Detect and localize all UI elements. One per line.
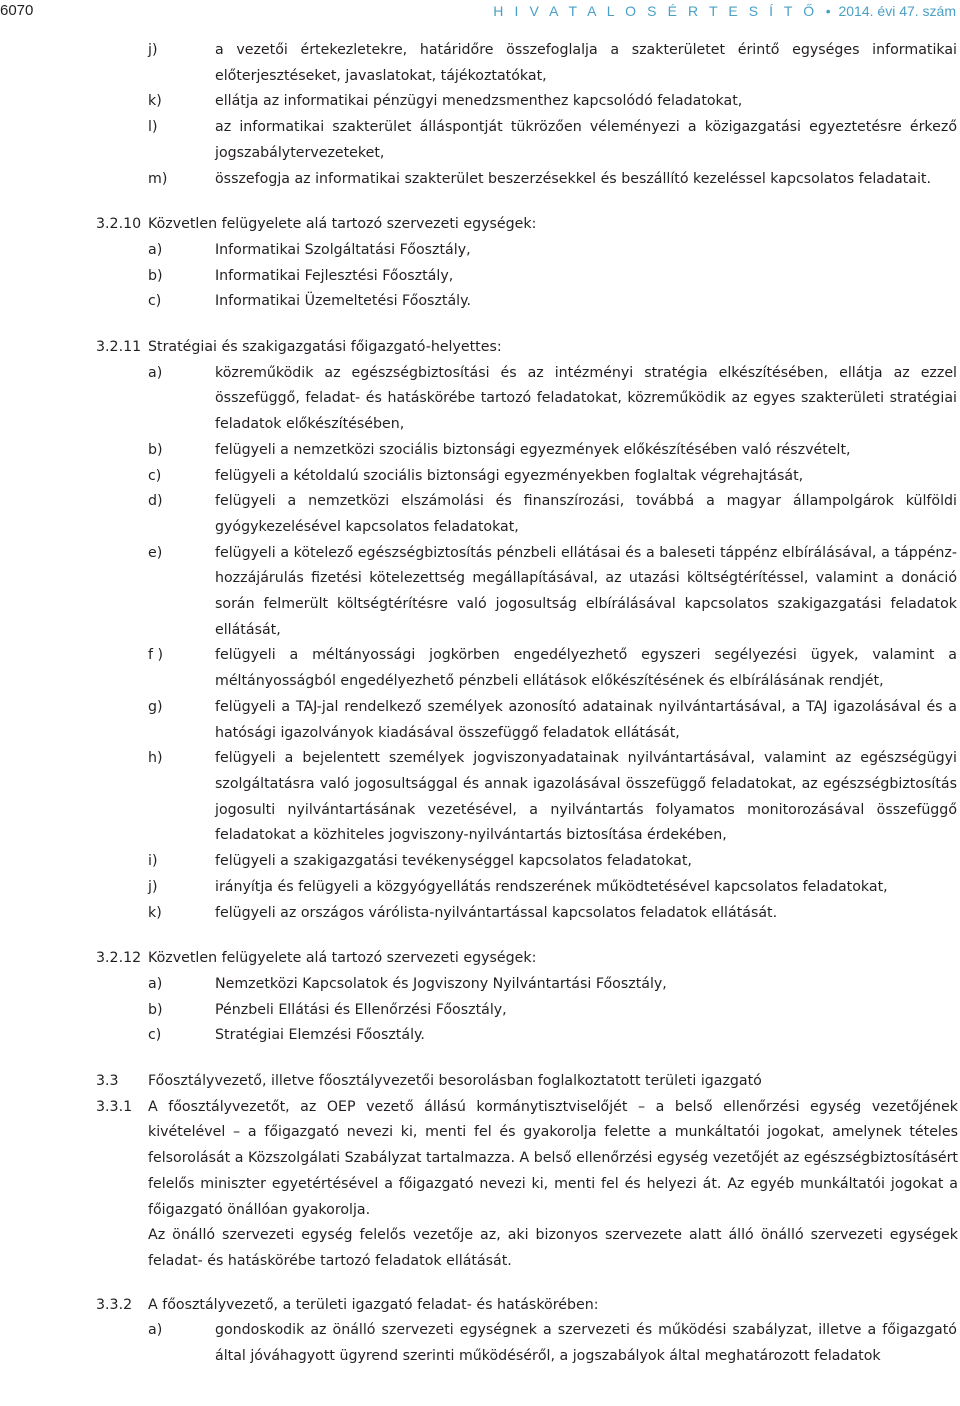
item-text: összefogja az informatikai szakterület beszerzésekkel és beszállító kezeléssel kapcsolatos feladatait. <box>215 170 931 187</box>
item-text: a vezetői értekezletekre, határidőre összefoglalja a szakterületet érintő egységes informatikai előterjesztéseket, javaslatokat, tájékoztatókat, <box>215 42 957 84</box>
list-item <box>0 541 960 644</box>
list-item <box>0 875 960 901</box>
list-item <box>0 167 960 193</box>
list-item <box>0 238 960 264</box>
section-3-2-12 <box>0 946 960 1049</box>
section-number: 3.2.10 <box>96 216 142 233</box>
section-paragraph <box>0 1223 960 1274</box>
item-label: g) <box>148 698 163 715</box>
list-item <box>0 438 960 464</box>
document-body <box>0 38 960 1370</box>
item-label: b) <box>148 441 163 458</box>
list-item <box>0 1318 960 1369</box>
item-text: felügyeli a bejelentett személyek jogviszonyadatainak nyilvántartásával, valamint az egészségügyi szolgáltatásra való jogosultsággal és annak igazolásával összefüggő feladatokat, az egészségbiztosítás jogosulti nyilvántartásának vezetésével, a nyilvántartás folyamatos monitorozásával összefüggő feladatokat a közhiteles jogviszony-nyilvántartás biztosítása érdekében, <box>215 750 957 844</box>
section-heading <box>0 335 960 361</box>
section-paragraph <box>0 1095 960 1224</box>
page-number: 6070 <box>0 2 34 19</box>
section-title: Stratégiai és szakigazgatási főigazgató-helyettes: <box>148 339 502 356</box>
item-label: l) <box>148 119 158 136</box>
item-label: c) <box>148 467 162 484</box>
list-item <box>0 901 960 927</box>
item-label: a) <box>148 975 163 992</box>
item-text: Informatikai Fejlesztési Főosztály, <box>215 267 454 284</box>
item-text: Nemzetközi Kapcsolatok és Jogviszony Nyilvántartási Főosztály, <box>215 975 667 992</box>
item-text: felügyeli a kétoldalú szociális biztonsági egyezményekben foglaltak végrehajtását, <box>215 467 804 484</box>
item-label: f ) <box>148 647 164 664</box>
item-label: c) <box>148 1027 162 1044</box>
item-text: az informatikai szakterület álláspontját tükrözően véleményezi a közigazgatási egyeztetésre érkező jogszabálytervezeteket, <box>215 119 957 161</box>
item-label: k) <box>148 904 162 921</box>
bullet-separator: • <box>825 3 831 19</box>
list-item <box>0 361 960 438</box>
section-3-3 <box>0 1069 960 1095</box>
paragraph-text: A főosztályvezetőt, az OEP vezető állású kormánytisztviselőjét – a belső ellenőrzési egység vezetőjének kivételével – a főigazgató nevezi ki, menti fel és gyakorolja felette a munkáltatói jogokat, amelynek tételes felsorolását a Közszolgálati Szabályzat tartalmazza. A belső ellenőrzési egység vezetőjét az egészségbiztosításért felelős miniszter egyetértésével a főigazgató nevezi ki, menti fel és helyezi át. Az egyéb munkáltatói jogokat a főigazgató önállóan gyakorolja. <box>148 1098 958 1218</box>
issue-number: 2014. évi 47. szám <box>838 3 956 19</box>
item-label: b) <box>148 267 163 284</box>
section-heading <box>0 946 960 972</box>
list-item <box>0 464 960 490</box>
item-text: Informatikai Szolgáltatási Főosztály, <box>215 241 471 258</box>
publication-title: H I V A T A L O S É R T E S Í T Ő <box>493 3 818 19</box>
section-title: Közvetlen felügyelete alá tartozó szervezeti egységek: <box>148 950 537 967</box>
item-text: felügyeli a TAJ-jal rendelkező személyek azonosító adatainak nyilvántartásával, a TAJ igazolásával és a hatósági igazolványok kiadásával összefüggő feladatok ellátását, <box>215 698 957 741</box>
item-label: e) <box>148 544 163 561</box>
item-label: h) <box>148 750 163 767</box>
item-text: ellátja az informatikai pénzügyi menedzsmenthez kapcsolódó feladatokat, <box>215 93 743 110</box>
item-text: felügyeli az országos várólista-nyilvántartással kapcsolatos feladatok ellátását. <box>215 904 778 921</box>
item-text: irányítja és felügyeli a közgyógyellátás rendszerének működtetésével kapcsolatos feladatokat, <box>215 878 888 895</box>
item-label: k) <box>148 93 162 110</box>
list-item <box>0 289 960 315</box>
list-item <box>0 115 960 166</box>
section-number: 3.3 <box>96 1073 119 1090</box>
item-label: i) <box>148 853 158 870</box>
section-3-3-1 <box>0 1095 960 1275</box>
section-3-2-11 <box>0 335 960 926</box>
list-item <box>0 998 960 1024</box>
item-text: közreműködik az egészségbiztosítási és az intézményi stratégia elkészítésében, ellátja az ezzel összefüggő, feladat- és hatáskörébe tartozó feladatokat, közreműködik az egyes szakterületi stratégiai feladatok előkészítésében, <box>215 364 957 433</box>
item-text: felügyeli a nemzetközi elszámolási és finanszírozási, továbbá a magyar állampolgárok külföldi gyógykezelésével kapcsolatos feladatokat, <box>215 493 957 535</box>
item-label: c) <box>148 293 162 310</box>
section-heading <box>0 212 960 238</box>
list-item <box>0 849 960 875</box>
list-item <box>0 972 960 998</box>
continued-list <box>0 38 960 192</box>
section-number: 3.2.12 <box>96 950 142 967</box>
item-text: felügyeli a nemzetközi szociális biztonsági egyezmények előkészítésében való részvételt, <box>215 441 851 458</box>
section-heading <box>0 1293 960 1319</box>
list-item <box>0 38 960 89</box>
item-label: a) <box>148 364 163 381</box>
item-label: b) <box>148 1001 163 1018</box>
section-number: 3.2.11 <box>96 339 142 356</box>
item-text: Informatikai Üzemeltetési Főosztály. <box>215 293 471 310</box>
list-item <box>0 695 960 746</box>
item-text: gondoskodik az önálló szervezeti egységnek a szervezeti és működési szabályzat, illetve a főigazgató által jóváhagyott ügyrend szerinti működéséről, a jogszabályok által meghatározott feladatok <box>215 1322 957 1365</box>
list-item <box>0 489 960 540</box>
section-title: Főosztályvezető, illetve főosztályvezetői besorolásban foglalkoztatott területi igazgató <box>148 1073 762 1090</box>
section-heading <box>0 1069 960 1095</box>
list-item <box>0 746 960 849</box>
item-label: a) <box>148 1322 163 1339</box>
item-text: Stratégiai Elemzési Főosztály. <box>215 1027 425 1044</box>
section-3-3-2 <box>0 1293 960 1370</box>
list-item <box>0 643 960 694</box>
publication-info <box>493 3 956 19</box>
section-number: 3.3.1 <box>96 1098 133 1115</box>
item-text: Pénzbeli Ellátási és Ellenőrzési Főosztály, <box>215 1001 507 1018</box>
item-label: j) <box>148 878 158 895</box>
section-number: 3.3.2 <box>96 1296 133 1313</box>
item-text: felügyeli a kötelező egészségbiztosítás pénzbeli ellátásai és a baleseti táppénz elbírálásával, a táppénz-hozzájárulás fizetési kötelezettség megállapításával, az utazási költségtérítéssel, valamint a donáció során felmerült költségtérítésre való jogosultság elbírálásával kapcsolatos szakigazgatási feladatok ellátását, <box>215 544 957 638</box>
page-header <box>0 0 960 24</box>
list-item <box>0 1023 960 1049</box>
section-title: Közvetlen felügyelete alá tartozó szervezeti egységek: <box>148 216 537 233</box>
section-title: A főosztályvezető, a területi igazgató feladat- és hatáskörében: <box>148 1296 599 1313</box>
list-item <box>0 264 960 290</box>
item-label: d) <box>148 493 163 510</box>
section-3-2-10 <box>0 212 960 315</box>
item-label: a) <box>148 241 163 258</box>
item-text: felügyeli a szakigazgatási tevékenységgel kapcsolatos feladatokat, <box>215 853 692 870</box>
list-item <box>0 89 960 115</box>
item-text: felügyeli a méltányossági jogkörben engedélyezhető egyszeri segélyezési ügyek, valamint a méltányosságból engedélyezhető pénzbeli ellátások előkészítésének és elbírálásának rendjét, <box>215 647 957 690</box>
item-label: j) <box>148 42 158 58</box>
item-label: m) <box>148 170 168 187</box>
paragraph-text: Az önálló szervezeti egység felelős vezetője az, aki bizonyos szervezete alatt álló önálló szervezeti egységek feladat- és hatáskörébe tartozó feladatok ellátását. <box>148 1227 958 1269</box>
